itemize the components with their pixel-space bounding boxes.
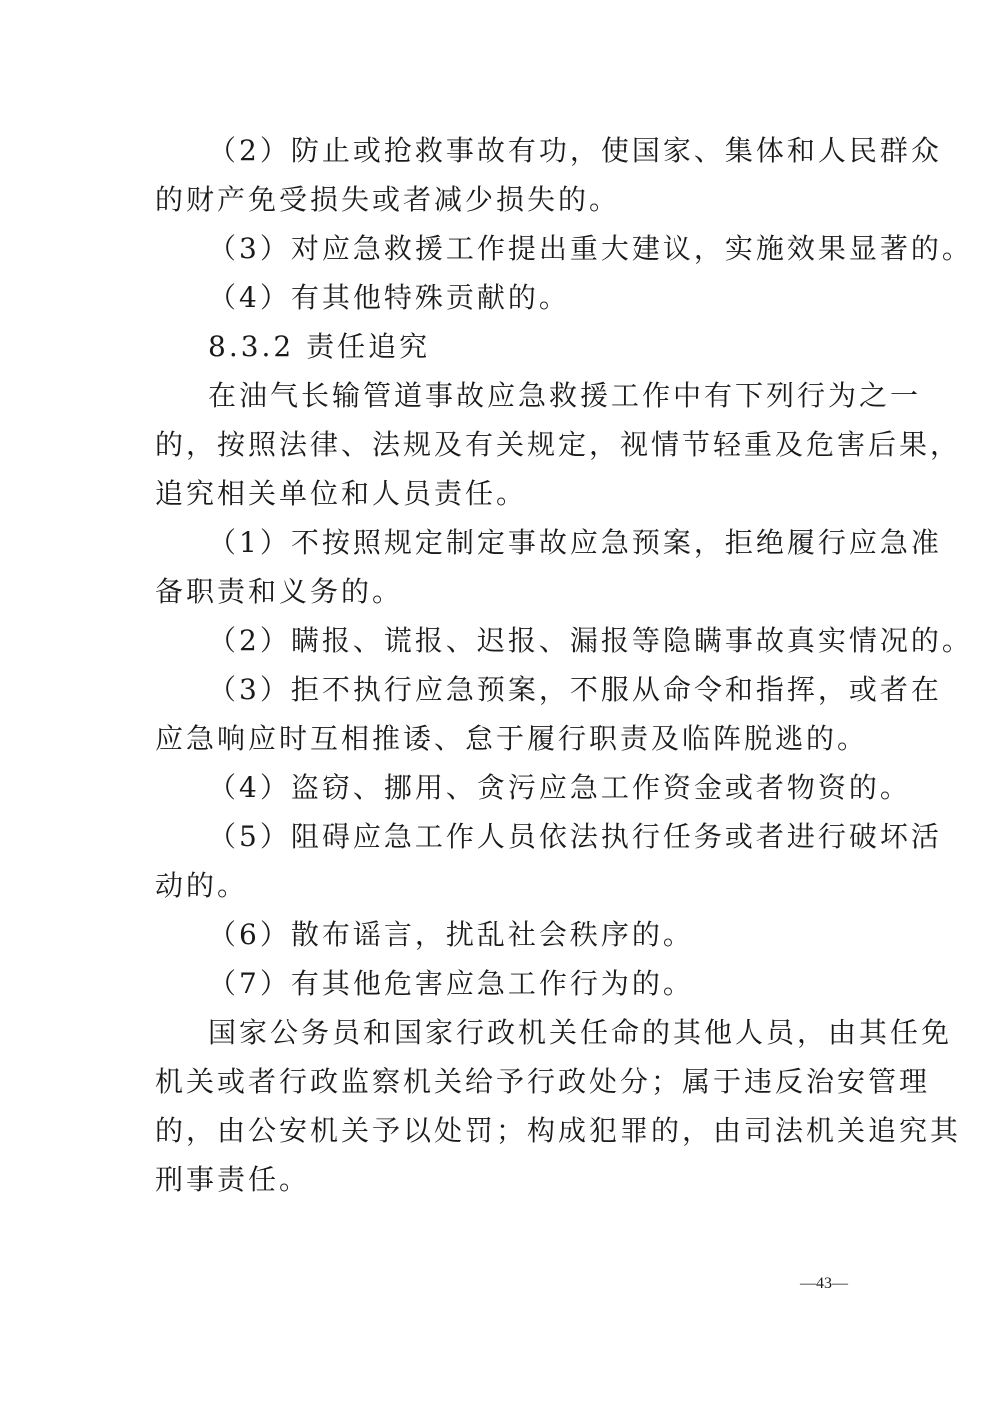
civil-servant-paragraph-line-3: 的，由公安机关予以处罚；构成犯罪的，由司法机关追究其 (155, 1114, 962, 1147)
liability-item-7: （7）有其他危害应急工作行为的。 (208, 967, 694, 1000)
liability-item-1-line-2: 备职责和义务的。 (155, 575, 404, 608)
section-heading-8-3-2: 8.3.2 责任追究 (208, 330, 431, 363)
reward-item-4: （4）有其他特殊贡献的。 (208, 281, 570, 314)
civil-servant-paragraph-line-1: 国家公务员和国家行政机关任命的其他人员，由其任免 (208, 1016, 953, 1049)
liability-intro-line-2: 的，按照法律、法规及有关规定，视情节轻重及危害后果， (155, 428, 962, 461)
liability-intro-line-3: 追究相关单位和人员责任。 (155, 477, 528, 510)
liability-item-5-line-2: 动的。 (155, 869, 249, 902)
liability-intro-line-1: 在油气长输管道事故应急救援工作中有下列行为之一 (208, 379, 922, 412)
reward-item-2-line-2: 的财产免受损失或者减少损失的。 (155, 183, 621, 216)
liability-item-3-line-2: 应急响应时互相推诿、怠于履行职责及临阵脱逃的。 (155, 722, 869, 755)
reward-item-3: （3）对应急救援工作提出重大建议，实施效果显著的。 (208, 232, 973, 265)
liability-item-5-line-1: （5）阻碍应急工作人员依法执行任务或者进行破坏活 (208, 820, 942, 853)
liability-item-6: （6）散布谣言，扰乱社会秩序的。 (208, 918, 694, 951)
civil-servant-paragraph-line-4: 刑事责任。 (155, 1163, 311, 1196)
reward-item-2-line-1: （2）防止或抢救事故有功，使国家、集体和人民群众 (208, 134, 942, 167)
civil-servant-paragraph-line-2: 机关或者行政监察机关给予行政处分；属于违反治安管理 (155, 1065, 931, 1098)
liability-item-2: （2）瞒报、谎报、迟报、漏报等隐瞒事故真实情况的。 (208, 624, 973, 657)
page-number: —43— (800, 1275, 848, 1292)
liability-item-1-line-1: （1）不按照规定制定事故应急预案，拒绝履行应急准 (208, 526, 942, 559)
liability-item-3-line-1: （3）拒不执行应急预案，不服从命令和指挥，或者在 (208, 673, 942, 706)
liability-item-4: （4）盗窃、挪用、贪污应急工作资金或者物资的。 (208, 771, 911, 804)
